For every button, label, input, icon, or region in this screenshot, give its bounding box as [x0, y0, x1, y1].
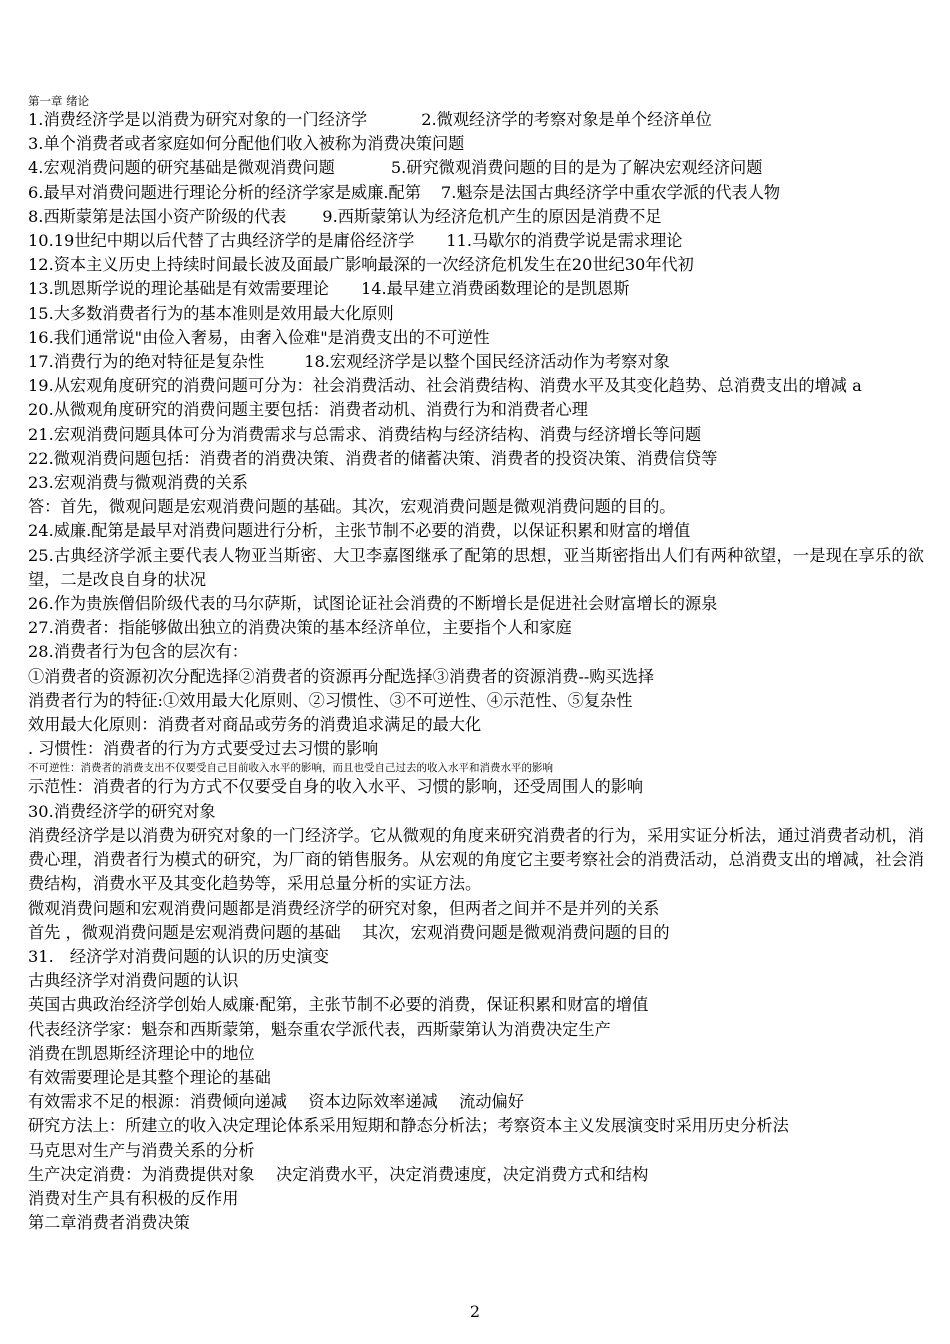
- paragraph: 28.消费者行为包含的层次有：: [28, 642, 248, 662]
- statement: 18.宏观经济学是以整个国民经济活动作为考察对象: [304, 352, 670, 372]
- text-line: [28, 205, 924, 229]
- paragraph: 23.宏观消费与微观消费的关系: [28, 473, 248, 493]
- paragraph: 22.微观消费问题包括：消费者的消费决策、消费者的储蓄决策、消费者的投资决策、消费信贷等: [28, 448, 718, 468]
- text-line: [28, 108, 924, 132]
- paragraph: 有效需要理论是其整个理论的基础: [28, 1067, 271, 1087]
- paragraph: 有效需求不足的根源：消费倾向递减 资本边际效率递减 流动偏好: [28, 1092, 524, 1112]
- statement: 9.西斯蒙第认为经济危机产生的原因是消费不足: [322, 206, 662, 226]
- paragraph: 消费在凯恩斯经济理论中的地位: [28, 1043, 255, 1063]
- text-line: [28, 253, 924, 277]
- paragraph: 古典经济学对消费问题的认识: [28, 971, 239, 991]
- statement: 3.单个消费者或者家庭如何分配他们收入被称为消费决策问题: [28, 134, 465, 154]
- paragraph: 生产决定消费：为消费提供对象 决定消费水平，决定消费速度，决定消费方式和结构: [28, 1164, 649, 1184]
- chapter-header: 第一章 绪论: [28, 94, 90, 108]
- text-line: [28, 181, 924, 205]
- paragraph: 27.消费者：指能够做出独立的消费决策的基本经济单位，主要指个人和家庭: [28, 618, 572, 638]
- paragraph: 消费对生产具有积极的反作用: [28, 1188, 239, 1208]
- statement: 2.微观经济学的考察对象是单个经济单位: [421, 110, 712, 129]
- text-line: [28, 132, 924, 156]
- text-line: [28, 302, 924, 326]
- statement: 13.凯恩斯学说的理论基础是有效需要理论: [28, 279, 329, 299]
- text-line: [28, 350, 924, 374]
- paragraph: 25.古典经济学派主要代表人物亚当斯密、大卫李嘉图继承了配第的思想，亚当斯密指出人们有两种欲望，一是现在享乐的欲望，二是改良自身的状况: [28, 545, 924, 589]
- statement: 1.消费经济学是以消费为研究对象的一门经济学: [28, 110, 368, 129]
- chapter-two-heading: 第二章消费者消费决策: [28, 1213, 190, 1233]
- paragraph: 20.从微观角度研究的消费问题主要包括：消费者动机、消费行为和消费者心理: [28, 400, 588, 420]
- paragraph: 马克思对生产与消费关系的分析: [28, 1140, 255, 1160]
- paragraph: 24.威廉.配第是最早对消费问题进行分析，主张节制不必要的消费，以保证积累和财富的增值: [28, 521, 691, 541]
- paragraph: 消费经济学是以消费为研究对象的一门经济学。它从微观的角度来研究消费者的行为，采用实证分析法，通过消费者动机，消费心理，消费者行为模式的研究，为厂商的销售服务。从宏观的角度它主要考察社会的消费活动，总消费支出的增减，社会消费结构，消费水平及其变化趋势等，采用总量分析的实证方法。: [28, 825, 924, 894]
- page-content: [28, 94, 924, 1235]
- small-note: 不可逆性：消费者的消费支出不仅要受自己目前收入水平的影响，而且也受自己过去的收入水平和消费水平的影响: [28, 762, 553, 775]
- paragraph: 19.从宏观角度研究的消费问题可分为：社会消费活动、社会消费结构、消费水平及其变化趋势、总消费支出的增减 a: [28, 376, 862, 396]
- statement: 5.研究微观消费问题的目的是为了解决宏观经济问题: [390, 158, 763, 178]
- statement: 11.马歇尔的消费学说是需求理论: [446, 231, 683, 251]
- paragraph: 30.消费经济学的研究对象: [28, 801, 216, 821]
- paragraph: . 习惯性：消费者的行为方式要受过去习惯的影响: [28, 739, 379, 759]
- paragraph: 31. 经济学对消费问题的认识的历史演变: [28, 946, 329, 966]
- text-line: [28, 326, 924, 350]
- paragraph: 21.宏观消费问题具体可分为消费需求与总需求、消费结构与经济结构、消费与经济增长等问题: [28, 424, 702, 444]
- paragraph: 研究方法上：所建立的收入决定理论体系采用短期和静态分析法；考察资本主义发展演变时采用历史分析法: [28, 1116, 789, 1136]
- statement: 17.消费行为的绝对特征是复杂性: [28, 352, 265, 372]
- page-number: 2: [469, 1302, 481, 1321]
- statement: 12.资本主义历史上持续时间最长波及面最广影响最深的一次经济危机发生在20世纪30年代初: [28, 255, 694, 275]
- statement: 6.最早对消费问题进行理论分析的经济学家是威廉.配第: [28, 182, 421, 202]
- paragraph: 英国古典政治经济学创始人威廉·配第，主张节制不必要的消费，保证积累和财富的增值: [28, 995, 649, 1015]
- statement: 7.魁奈是法国古典经济学中重农学派的代表人物: [440, 182, 781, 202]
- paragraph: 消费者行为的特征:①效用最大化原则、②习惯性、③不可逆性、④示范性、⑤复杂性: [28, 690, 633, 710]
- statement: 10.19世纪中期以后代替了古典经济学的是庸俗经济学: [28, 231, 415, 251]
- paragraph: ①消费者的资源初次分配选择②消费者的资源再分配选择③消费者的资源消费--购买选择: [28, 666, 655, 686]
- text-line: [28, 229, 924, 253]
- paragraph: 微观消费问题和宏观消费问题都是消费经济学的研究对象，但两者之间并不是并列的关系: [28, 898, 660, 918]
- paragraph: 代表经济学家：魁奈和西斯蒙第，魁奈重农学派代表，西斯蒙第认为消费决定生产: [28, 1019, 611, 1039]
- paragraph: 答：首先，微观问题是宏观消费问题的基础。其次，宏观消费问题是微观消费问题的目的。: [28, 497, 676, 517]
- paragraph: 26.作为贵族僧侣阶级代表的马尔萨斯，试图论证社会消费的不断增长是促进社会财富增长的源泉: [28, 594, 718, 614]
- statement: 16.我们通常说"由俭入奢易，由奢入俭难"是消费支出的不可逆性: [28, 327, 490, 347]
- text-line: [28, 277, 924, 301]
- statement: 14.最早建立消费函数理论的是凯恩斯: [360, 279, 630, 299]
- paragraph: 首先 ，微观消费问题是宏观消费问题的基础 其次，宏观消费问题是微观消费问题的目的: [28, 922, 670, 942]
- statement: 15.大多数消费者行为的基本准则是效用最大化原则: [28, 303, 394, 323]
- statement: 4.宏观消费问题的研究基础是微观消费问题: [28, 158, 335, 178]
- text-line: [28, 156, 924, 180]
- statement: 8.西斯蒙第是法国小资产阶级的代表: [28, 206, 287, 226]
- paragraph: 示范性：消费者的行为方式不仅要受自身的收入水平、习惯的影响，还受周围人的影响: [28, 777, 644, 797]
- paragraph: 效用最大化原则：消费者对商品或劳务的消费追求满足的最大化: [28, 715, 482, 735]
